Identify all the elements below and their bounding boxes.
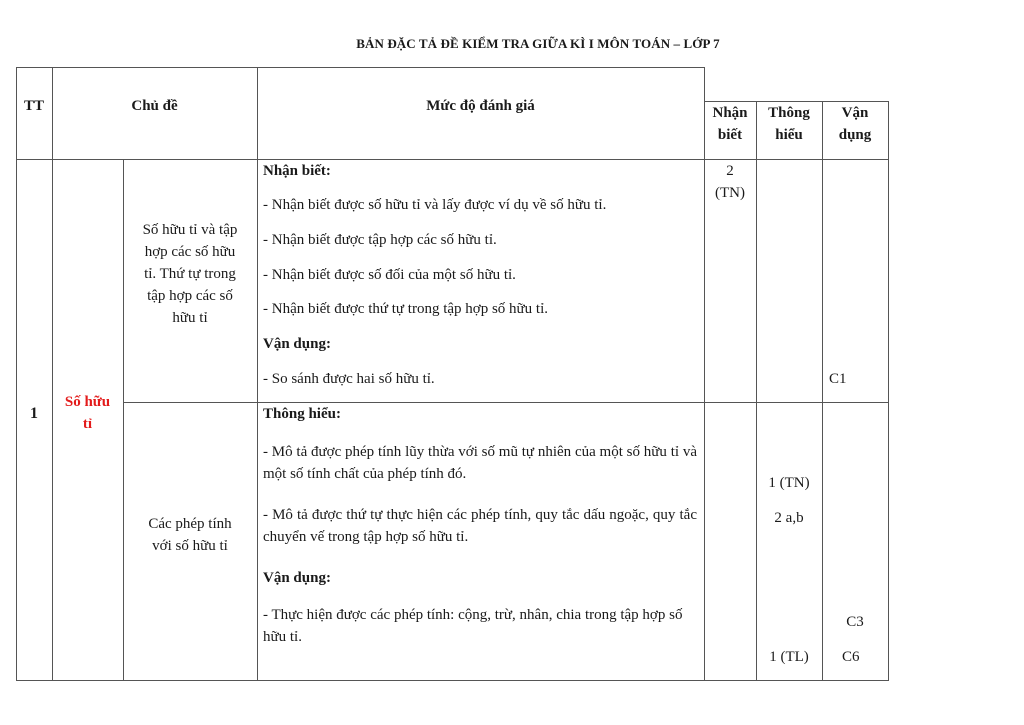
subtopic-2: Các phép tính với số hữu tỉ — [148, 516, 232, 554]
level-label: Thông hiểu: — [263, 406, 341, 422]
count-van-dung: C6 — [842, 649, 860, 665]
criterion: - Mô tả được thứ tự thực hiện các phép tính, quy tắc dấu ngoặc, quy tắc chuyển vế trong tập hợp số hữu tỉ. — [263, 507, 697, 545]
criterion: - Nhận biết được số đối của một số hữu tỉ. — [263, 267, 516, 283]
header-thong-hieu: Thông hiểu — [768, 105, 810, 143]
main-topic: Số hữu tỉ — [64, 394, 111, 432]
criterion: - So sánh được hai số hữu tỉ. — [263, 371, 435, 387]
header-tt: TT — [23, 98, 44, 114]
count-van-dung: C1 — [829, 371, 847, 387]
criterion: - Nhận biết được số hữu tỉ và lấy được ví dụ về số hữu tỉ. — [263, 197, 607, 213]
document-title: BẢN ĐẶC TẢ ĐỀ KIỂM TRA GIỮA KÌ I MÔN TOÁN – LỚP 7 — [356, 36, 720, 51]
count-thong-hieu: 1 (TN) — [768, 475, 810, 491]
count-thong-hieu: 2 a,b — [774, 510, 804, 526]
header-chu-de: Chủ đề — [131, 98, 178, 114]
criterion: - Mô tả được phép tính lũy thừa với số mũ tự nhiên của một số hữu tỉ và một số tính chất của phép tính đó. — [263, 444, 697, 482]
count-van-dung: C3 — [846, 614, 864, 630]
header-van-dung: Vận dụng — [838, 105, 872, 143]
criterion: - Nhận biết được thứ tự trong tập hợp số hữu tỉ. — [263, 301, 549, 317]
header-muc-do: Mức độ đánh giá — [426, 98, 535, 114]
criterion: - Thực hiện được các phép tính: cộng, trừ, nhân, chia trong tập hợp số hữu tỉ. — [263, 607, 683, 645]
criterion: - Nhận biết được tập hợp các số hữu tỉ. — [263, 232, 497, 248]
header-nhan-biet: Nhận biết — [712, 105, 748, 143]
row-number: 1 — [30, 405, 38, 422]
level-label: Vận dụng: — [263, 570, 331, 586]
count-thong-hieu: 1 (TL) — [769, 649, 809, 665]
subtopic-1: Số hữu tỉ và tập hợp các số hữu tỉ. Thứ tự trong tập hợp các số hữu tỉ — [142, 222, 238, 326]
level-label: Vận dụng: — [263, 336, 331, 352]
level-label: Nhận biết: — [263, 163, 331, 179]
count-nhan-biet: 2 (TN) — [715, 163, 745, 201]
